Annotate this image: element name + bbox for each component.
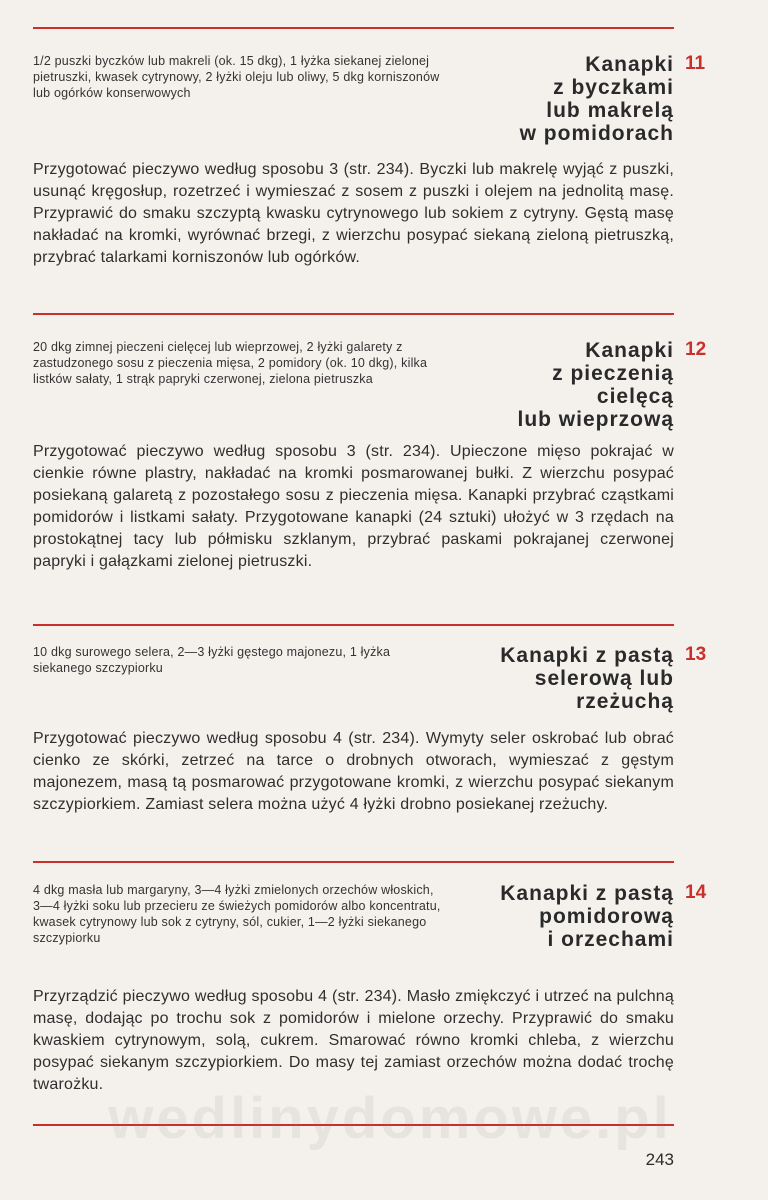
recipe-12 [33,339,707,573]
recipe-title: Kanapki z pieczenią cielęcą lub wieprzową [517,339,674,431]
recipe-number: 11 [685,53,706,74]
recipe-ingredients: 4 dkg masła lub margaryny, 3—4 łyżki zmielonych orzechów włoskich, 3—4 łyżki soku lub przecieru ze świeżych pomidorów albo koncentratu, kwasek cytrynowy lub sok z cytryny, sól, cukier, 1—2 łyżki siekanego szczypiorku [33,883,441,945]
section-divider [33,861,674,863]
recipe-number: 13 [685,644,707,665]
recipe-11 [33,53,706,269]
recipe-ingredients: 1/2 puszki byczków lub makreli (ok. 15 dkg), 1 łyżka siekanej zielonej pietruszki, kwasek cytrynowy, 2 łyżki oleju lub oliwy, 5 dkg korniszonów lub ogórków konserwowych [33,54,440,100]
recipe-ingredients: 20 dkg zimnej pieczeni cielęcej lub wieprzowej, 2 łyżki galarety z zastudzonego sosu z pieczenia mięsa, 2 pomidory (ok. 10 dkg), kilka listków sałaty, 1 strąk papryki czerwonej, zielona pietruszka [33,340,428,386]
section-divider [33,27,674,29]
page-number: 243 [645,1150,674,1169]
recipe-14 [33,882,707,1096]
section-divider [33,624,674,626]
recipe-method: Przygotować pieczywo według sposobu 4 (str. 234). Wymyty seler oskrobać lub obrać cienko ze skórki, zetrzeć na tarce o drobnych otworach, wymieszać z gęstym majonezem, masą tą posmarować przygotowane kromki, z wierzchu posypać siekanym szczypiorkiem. Zamiast selera można użyć 4 łyżki drobno posiekanej rzeżuchy. [33,730,674,813]
watermark: wedlinydomowe.pl [108,1086,672,1151]
recipe-title: Kanapki z pastą selerową lub rzeżuchą [500,644,674,713]
recipe-number: 12 [685,339,707,360]
section-divider [33,313,674,315]
recipe-title: Kanapki z pastą pomidorową i orzechami [500,882,674,951]
recipe-method: Przyrządzić pieczywo według sposobu 4 (str. 234). Masło zmiękczyć i utrzeć na pulchną masę, dodając po trochu sok z pomidorów i mielone orzechy. Przyprawić do smaku kwaskiem cytrynowym, solą, cukrem. Smarować równo kromki chleba, z wierzchu posypać siekanym szczypiorkiem. Do masy tej zamiast orzechów można dodać trochę twarożku. [33,988,674,1093]
recipe-method: Przygotować pieczywo według sposobu 3 (str. 234). Byczki lub makrelę wyjąć z puszki, usunąć kręgosłup, rozetrzeć i wymieszać z sosem z puszki i olejem na jednolitą masę. Przyprawić do smaku szczyptą kwasku cytrynowego lub sokiem z cytryny. Gęstą masę nakładać na kromki, wyrównać brzegi, z wierzchu posypać siekaną zieloną pietruszką, przybrać talarkami korniszonów lub ogórków. [33,161,674,266]
recipe-ingredients: 10 dkg surowego selera, 2—3 łyżki gęstego majonezu, 1 łyżka siekanego szczypiorku [33,645,391,675]
recipe-13 [33,644,707,816]
recipe-title: Kanapki z byczkami lub makrelą w pomidorach [519,53,674,145]
recipe-number: 14 [685,882,707,903]
recipe-method: Przygotować pieczywo według sposobu 3 (str. 234). Upieczone mięso pokrajać w cienkie równe plastry, nakładać na kromki posmarowanej bułki. Z wierzchu posypać posiekaną galaretą z pozostałego sosu z pieczenia mięsa. Kanapki przybrać cząstkami pomidorów i listkami sałaty. Przygotowane kanapki (24 sztuki) ułożyć w 3 rzędach na prostokątnej tacy lub półmisku szklanym, przybrać paskami pokrajanej czerwonej papryki i gałązkami zielonej pietruszki. [33,443,674,570]
